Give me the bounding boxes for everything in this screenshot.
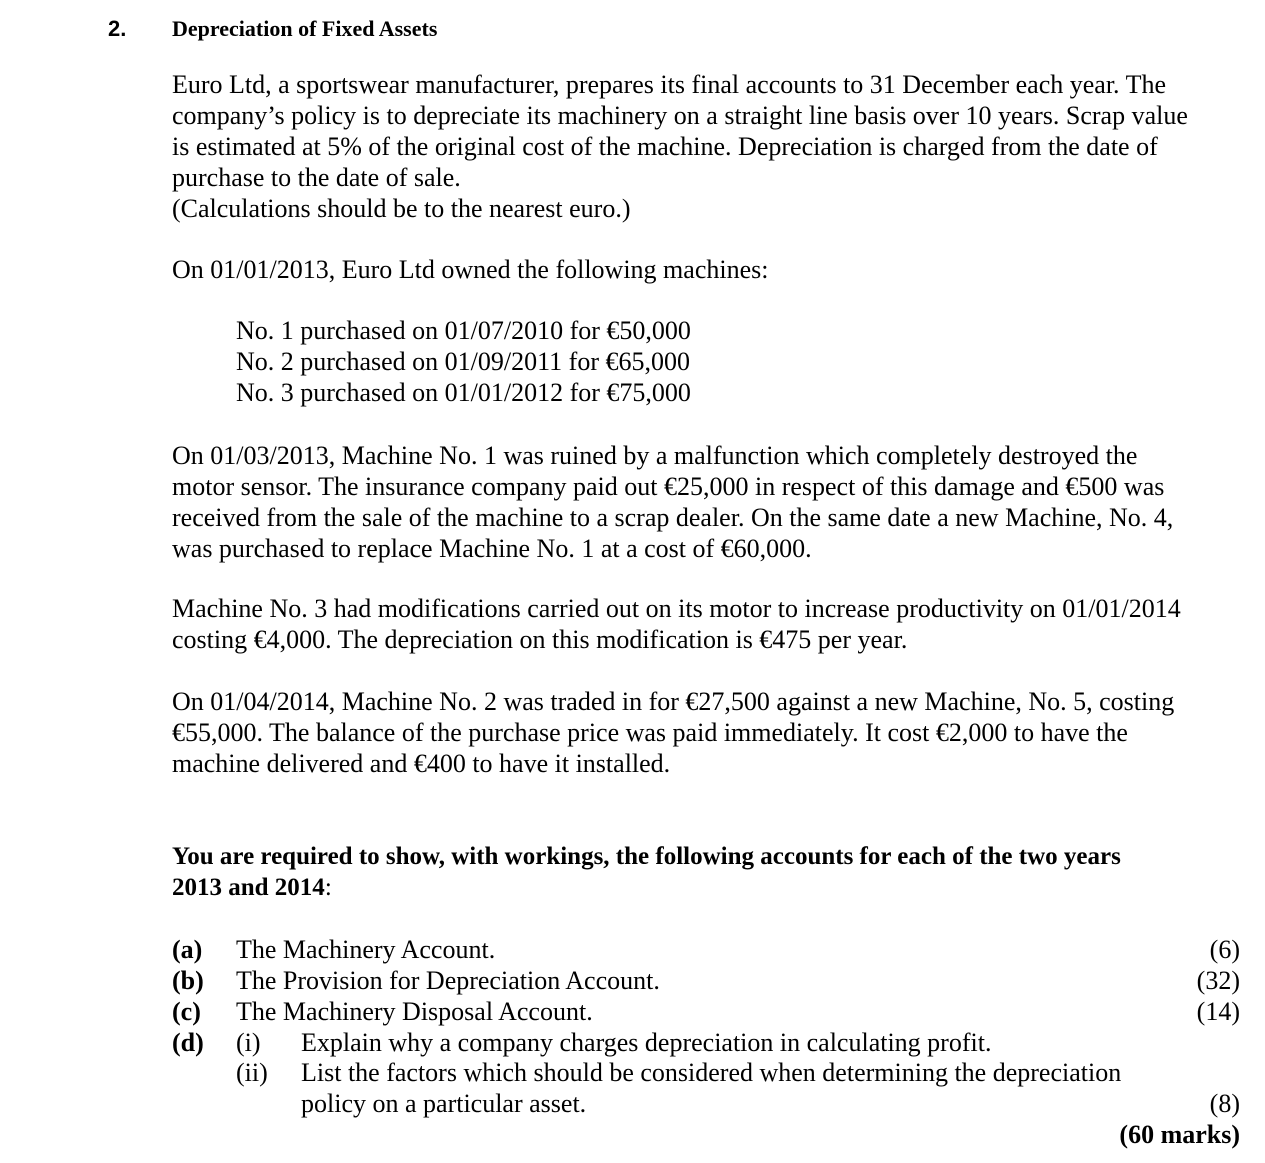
owned-intro-text: On 01/01/2013, Euro Ltd owned the following machines: xyxy=(172,255,769,284)
intro-line: (Calculations should be to the nearest euro.) xyxy=(172,194,631,223)
part-letter: (a) xyxy=(172,935,203,964)
part-letter: (b) xyxy=(172,966,204,995)
part-b xyxy=(172,965,1240,996)
part-marks: (32) xyxy=(1196,966,1240,995)
event-line: received from the sale of the machine to a scrap dealer. On the same date a new Machine, No. 4, xyxy=(172,503,1174,532)
part-marks: (14) xyxy=(1196,997,1240,1026)
part-text: The Machinery Disposal Account. xyxy=(236,997,593,1026)
intro-line: company’s policy is to depreciate its machinery on a straight line basis over 10 years. Scrap value xyxy=(172,101,1188,130)
part-marks: (8) xyxy=(1209,1089,1240,1118)
event-machine3-paragraph xyxy=(172,593,1181,655)
sub-part-number: (ii) xyxy=(236,1058,268,1087)
requirement-colon: : xyxy=(324,874,332,901)
event-line: On 01/03/2013, Machine No. 1 was ruined by a malfunction which completely destroyed the xyxy=(172,441,1138,470)
intro-line: Euro Ltd, a sportswear manufacturer, prepares its final accounts to 31 December each year. The xyxy=(172,70,1167,99)
part-marks: (6) xyxy=(1209,935,1240,964)
requirement-line: You are required to show, with workings, the following accounts for each of the two years xyxy=(172,843,1121,870)
event-line: On 01/04/2014, Machine No. 2 was traded in for €27,500 against a new Machine, No. 5, costing xyxy=(172,687,1175,716)
part-d-ii-cont xyxy=(172,1088,1240,1119)
event-line: €55,000. The balance of the purchase price was paid immediately. It cost €2,000 to have the xyxy=(172,718,1128,747)
part-a xyxy=(172,934,1240,965)
part-d-ii xyxy=(172,1057,1240,1088)
part-letter: (d) xyxy=(172,1028,204,1057)
requirement-line-2 xyxy=(172,872,1121,903)
question-title: Depreciation of Fixed Assets xyxy=(172,16,438,41)
sub-part-text: Explain why a company charges depreciation in calculating profit. xyxy=(301,1028,992,1057)
machine-item: No. 1 purchased on 01/07/2010 for €50,000 xyxy=(236,316,691,345)
part-d-i xyxy=(172,1027,1240,1058)
event-line: motor sensor. The insurance company paid out €25,000 in respect of this damage and €500 was xyxy=(172,472,1165,501)
intro-line: is estimated at 5% of the original cost of the machine. Depreciation is charged from the date of xyxy=(172,132,1158,161)
machine-list xyxy=(236,315,691,408)
event-line: costing €4,000. The depreciation on this modification is €475 per year. xyxy=(172,625,908,654)
part-text: The Provision for Depreciation Account. xyxy=(236,966,660,995)
event-line: Machine No. 3 had modifications carried out on its motor to increase productivity on 01/01/2014 xyxy=(172,594,1181,623)
part-letter: (c) xyxy=(172,997,201,1026)
question-number: 2. xyxy=(108,16,127,41)
part-c xyxy=(172,996,1240,1027)
requirement-years: 2013 and 2014 xyxy=(172,874,325,901)
sub-part-number: (i) xyxy=(236,1028,261,1057)
part-text: The Machinery Account. xyxy=(236,935,496,964)
intro-line: purchase to the date of sale. xyxy=(172,163,461,192)
event-machine1-paragraph xyxy=(172,440,1173,564)
total-marks: (60 marks) xyxy=(1119,1120,1240,1149)
event-machine2-paragraph xyxy=(172,686,1174,779)
sub-part-text: policy on a particular asset. xyxy=(301,1089,587,1118)
event-line: was purchased to replace Machine No. 1 at a cost of €60,000. xyxy=(172,534,812,563)
machine-item: No. 2 purchased on 01/09/2011 for €65,000 xyxy=(236,347,690,376)
requirement-statement xyxy=(172,841,1121,903)
sub-part-text: List the factors which should be considered when determining the depreciation xyxy=(301,1058,1122,1087)
event-line: machine delivered and €400 to have it installed. xyxy=(172,749,671,778)
machine-item: No. 3 purchased on 01/01/2012 for €75,000 xyxy=(236,378,691,407)
owned-intro xyxy=(172,254,768,285)
intro-paragraph xyxy=(172,69,1188,224)
